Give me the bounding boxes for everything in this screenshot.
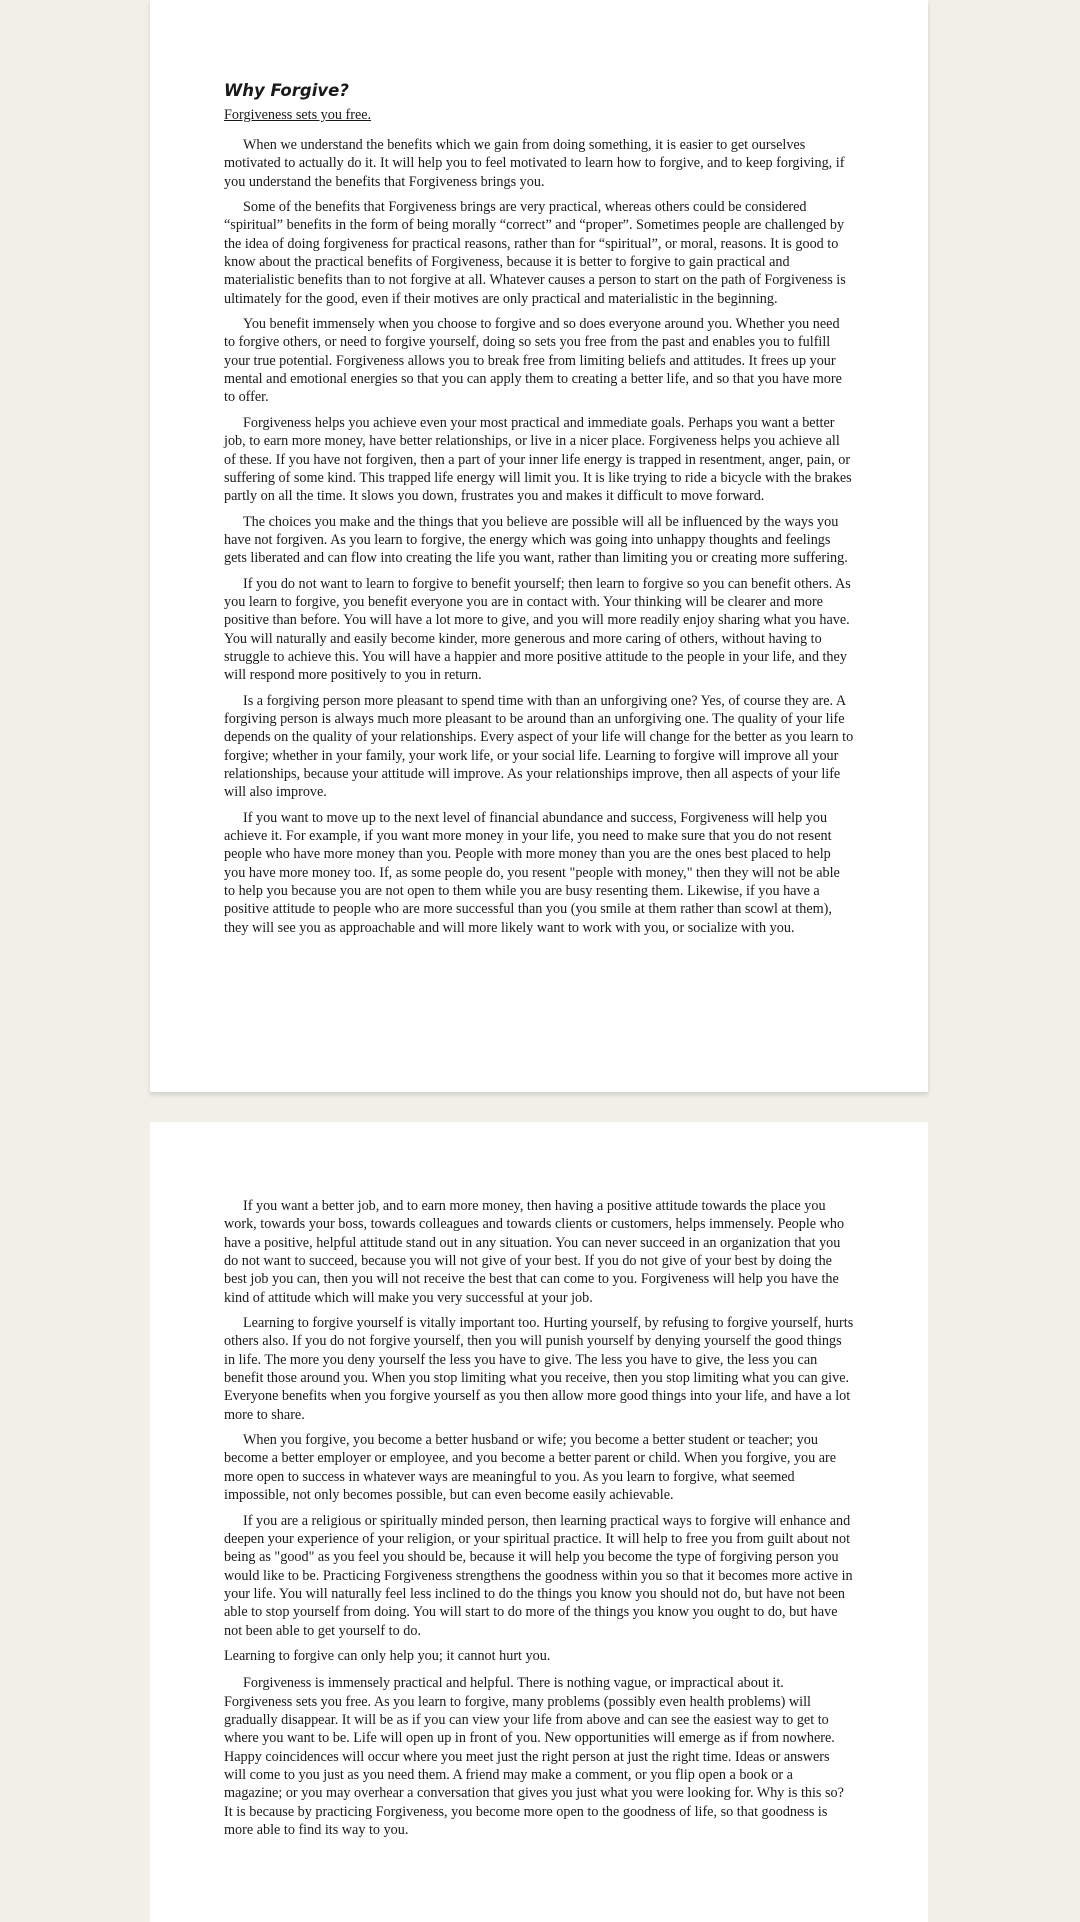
paragraph: If you want a better job, and to earn more money, then having a positive attitude towards the place you work, towards your boss, towards colleagues and towards clients or customers, helps immensely. People who have a positive, helpful attitude stand out in any situation. You can never succeed in an organization that you do not want to succeed, because you will not give of your best. If you do not give of your best by doing the best job you can, then you will not receive the best that can come to you. Forgiveness will help you have the kind of attitude which will make you very successful at your job.	[224, 1198, 845, 1306]
paragraph: If you want to move up to the next level of financial abundance and success, Forgiveness will help you achieve it. For example, if you want more money in your life, you need to make sure that you do not resent people who have more money than you. People with more money than you are the ones best placed to help you have more money too. If, as some people do, you resent "people with money," then they will not be able to help you because you are not open to them while you are busy resenting them. Likewise, if you have a positive attitude to people who are more successful than you (you smile at them rather than scowl at them), they will see you as approachable and will more likely want to work with you, or socialize with you.	[224, 809, 840, 936]
paragraph: Learning to forgive yourself is vitally important too. Hurting yourself, by refusing to forgive yourself, hurts others also. If you do not forgive yourself, then you will punish yourself by denying yourself the good things in life. The more you deny yourself the less you have to give. The less you have to give, the less you can benefit those around you. When you stop limiting what you receive, then you stop limiting what you can give. Everyone benefits when you forgive yourself as you then allow more good things into your life, and have a lot more to share.	[224, 1315, 854, 1423]
document-page-2	[150, 1122, 928, 1922]
paragraph: You benefit immensely when you choose to forgive and so does everyone around you. Whether you need to forgive others, or need to forgive yourself, doing so sets you free from the past and enables you to fulfill your true potential. Forgiveness allows you to break free from limiting beliefs and attitudes. It frees up your mental and emotional energies so that you can apply them to creating a better life, and so that you have more to offer.	[224, 316, 842, 406]
paragraph: Is a forgiving person more pleasant to spend time with than an unforgiving one? Yes, of course they are. A forgiving person is always much more pleasant to be around than an unforgiving one. The quality of your life depends on the quality of your relationships. Every aspect of your life will change for the better as you learn to forgive; whether in your family, your work life, or your social life. Learning to forgive will improve all your relationships, because your attitude will improve. As your relationships improve, then all aspects of your life will also improve.	[224, 692, 854, 801]
standalone-sentence: Learning to forgive can only help you; it cannot hurt you.	[224, 1647, 551, 1664]
paragraph: Forgiveness helps you achieve even your most practical and immediate goals. Perhaps you want a better job, to earn more money, have better relationships, or live in a nicer place. Forgiveness helps you achieve all of these. If you have not forgiven, then a part of your inner life energy is trapped in resentment, anger, pain, or suffering of some kind. This trapped life energy will limit you. It is like trying to ride a bicycle with the brakes partly on all the time. It slows you down, frustrates you and makes it difficult to move forward.	[224, 414, 852, 505]
paragraph: If you do not want to learn to forgive to benefit yourself; then learn to forgive so you can benefit others. As you learn to forgive, you benefit everyone you are in contact with. Your thinking will be clearer and more positive than before. You will have a lot more to give, and you will more readily enjoy sharing what you have. You will naturally and easily become kinder, more generous and more caring of others, without having to struggle to achieve this. You will have a happier and more positive attitude to the people in your life, and they will respond more positively to you in return.	[224, 575, 851, 684]
paragraph: When you forgive, you become a better husband or wife; you become a better student or teacher; you become a better employer or employee, and you become a better parent or child. When you forgive, you are more open to success in whatever ways are meaningful to you. As you learn to forgive, what seemed impossible, not only becomes possible, but can even become easily achievable.	[224, 1432, 837, 1504]
paragraph: The choices you make and the things that you believe are possible will all be influenced by the ways you have not forgiven. As you learn to forgive, the energy which was going into unhappy thoughts and feelings gets liberated and can flow into creating the life you want, rather than limiting you or creating more suffering.	[224, 513, 848, 567]
document-subtitle: Forgiveness sets you free.	[224, 107, 372, 123]
document-title: Why Forgive?	[224, 81, 349, 100]
paragraph: Some of the benefits that Forgiveness brings are very practical, whereas others could be considered “spiritual” benefits in the form of being morally “correct” and “proper”. Sometimes people are challenged by the idea of doing forgiveness for practical reasons, rather than for “spiritual”, or moral, reasons. It is good to know about the practical benefits of Forgiveness, because it is better to forgive to gain practical and materialistic benefits than to not forgive at all. Whatever causes a person to start on the path of Forgiveness is ultimately for the good, even if their motives are only practical and materialistic in the beginning.	[224, 199, 846, 307]
paragraph: If you are a religious or spiritually minded person, then learning practical ways to forgive will enhance and deepen your experience of your religion, or your spiritual practice. It will help to free you from guilt about not being as "good" as you feel you should be, because it will help you become the type of forgiving person you would like to be. Practicing Forgiveness strengthens the goodness within you so that it becomes more active in your life. You will naturally feel less inclined to do the things you know you should not do, but have not been able to stop yourself from doing. You will start to do more of the things you know you ought to do, but have not been able to get yourself to do.	[224, 1512, 853, 1639]
paragraph: When we understand the benefits which we gain from doing something, it is easier to get ourselves motivated to actually do it. It will help you to feel motivated to learn how to forgive, and to keep forgiving, if you understand the benefits that Forgiveness brings you.	[224, 137, 845, 190]
paragraph: Forgiveness is immensely practical and helpful. There is nothing vague, or impractical about it. Forgiveness sets you free. As you learn to forgive, many problems (possibly even health problems) will gradually disappear. It will be as if you can view your life from above and can see the easiest way to get to where you want to be. Life will open up in front of you. New opportunities will emerge as if from nowhere. Happy coincidences will occur where you meet just the right person at just the right time. Ideas or answers will come to you just as you need them. A friend may make a comment, or you flip open a book or a magazine; or you may overhear a conversation that gives you just what you were looking for. Why is this so? It is because by practicing Forgiveness, you become more open to the goodness of life, so that goodness is more able to find its way to you.	[224, 1675, 844, 1838]
document-page-1	[150, 0, 928, 1092]
